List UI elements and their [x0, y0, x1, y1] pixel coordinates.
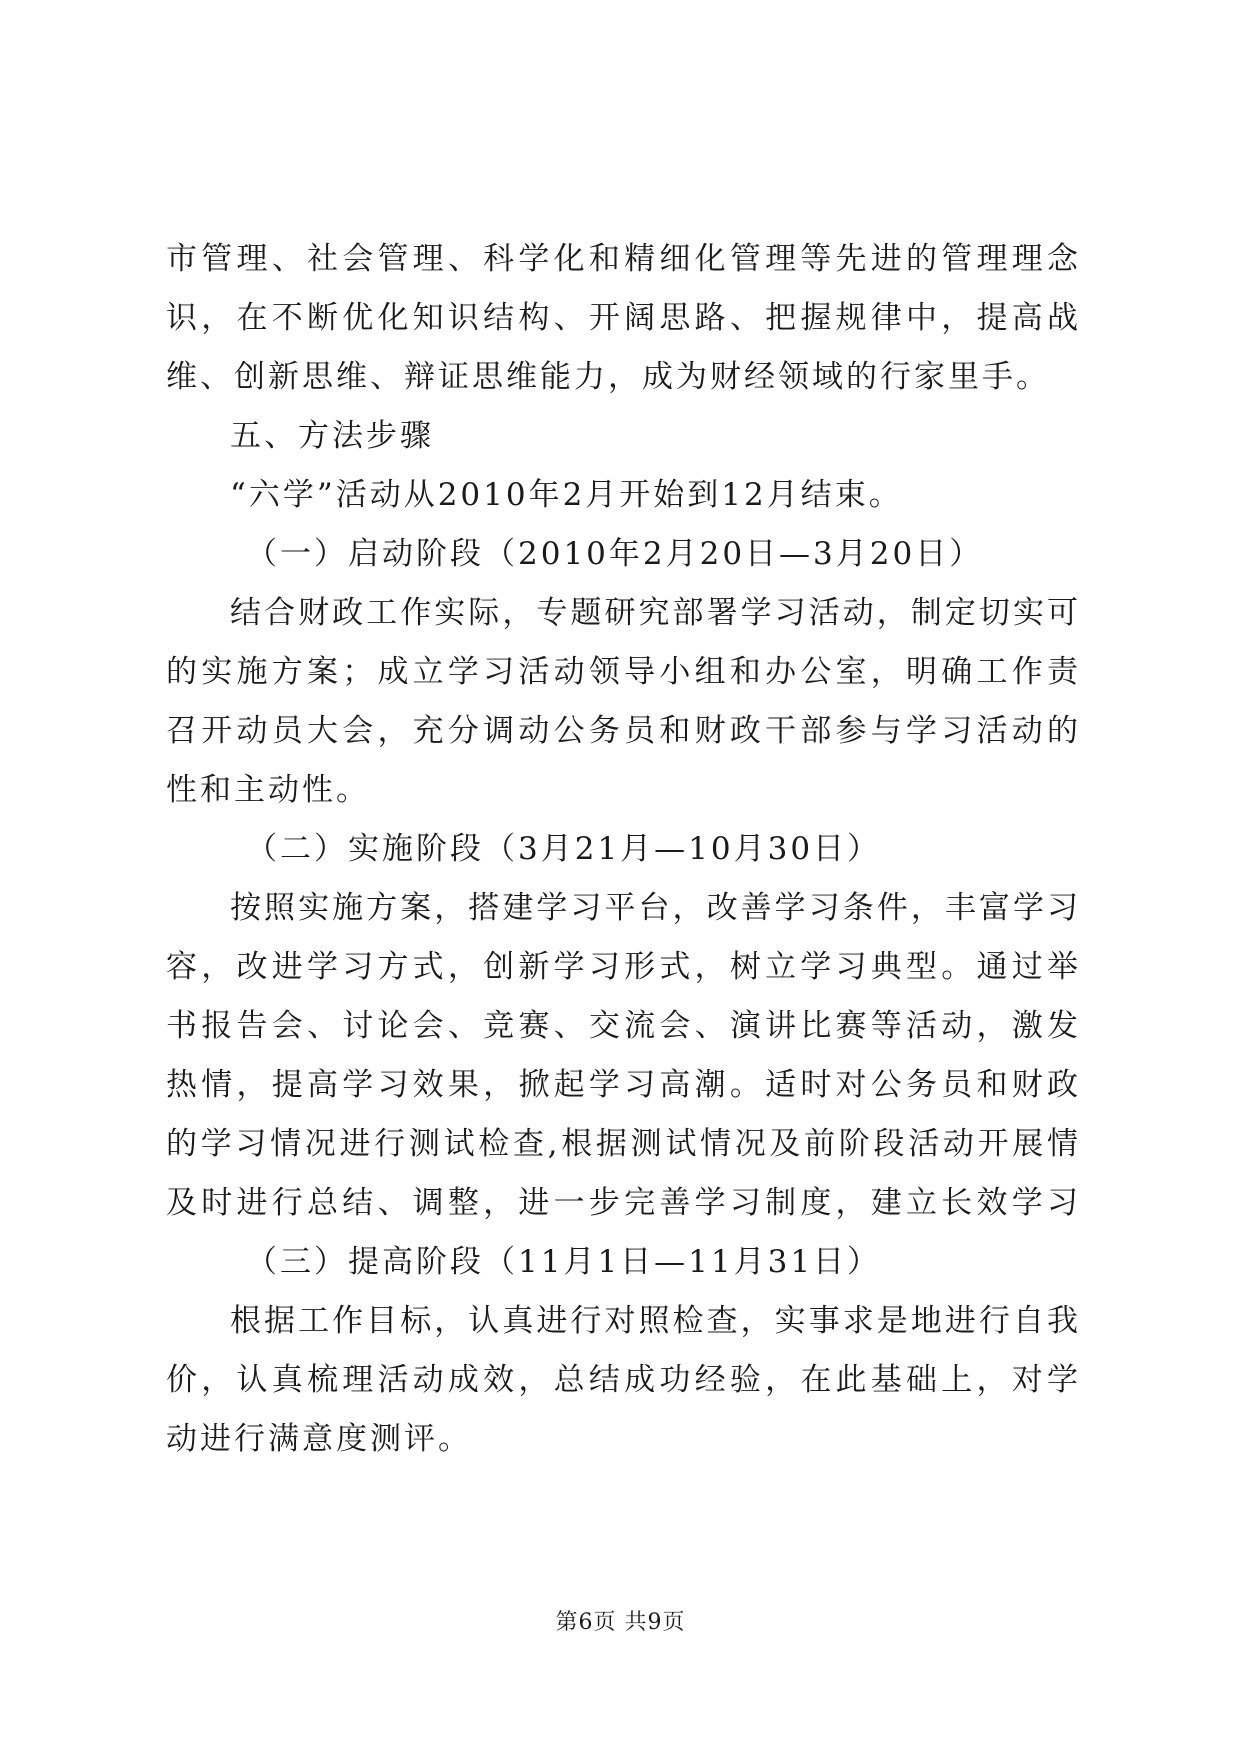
page-number: 第6页 共9页	[555, 1610, 686, 1635]
body-line: 市管理、社会管理、科学化和精细化管理等先进的管理理念	[166, 241, 1081, 277]
body-line: 维、创新思维、辩证思维能力，成为财经领域的行家里手。	[166, 359, 1050, 395]
section-heading: 五、方法步骤	[230, 418, 434, 454]
body-line: 价，认真梳理活动成效，总结成功经验，在此基础上，对学	[166, 1362, 1081, 1398]
body-line: 容，改进学习方式，创新学习形式，树立学习典型。通过举	[166, 949, 1081, 985]
body-line: 的学习情况进行测试检查,根据测试情况及前阶段活动开展情	[166, 1126, 1081, 1162]
body-line: 书报告会、讨论会、竞赛、交流会、演讲比赛等活动，激发	[166, 1008, 1081, 1044]
subsection-heading: （二）实施阶段（3月21月—10月30日）	[246, 831, 882, 867]
body-line: “六学”活动从2010年2月开始到12月结束。	[230, 477, 903, 513]
subsection-heading: （一）启动阶段（2010年2月20日—3月20日）	[246, 536, 984, 572]
body-line: 性和主动性。	[166, 772, 370, 808]
body-line: 识，在不断优化知识结构、开阔思路、把握规律中，提高战	[166, 300, 1081, 336]
body-line: 及时进行总结、调整，进一步完善学习制度，建立长效学习	[166, 1185, 1081, 1221]
subsection-heading: （三）提高阶段（11月1日—11月31日）	[246, 1244, 882, 1280]
body-line: 根据工作目标，认真进行对照检查，实事求是地进行自我	[230, 1303, 1081, 1339]
body-line: 召开动员大会，充分调动公务员和财政干部参与学习活动的	[166, 713, 1081, 749]
body-line: 热情，提高学习效果，掀起学习高潮。适时对公务员和财政	[166, 1067, 1081, 1103]
body-line: 结合财政工作实际，专题研究部署学习活动，制定切实可	[230, 595, 1081, 631]
body-line: 按照实施方案，搭建学习平台，改善学习条件，丰富学习	[230, 890, 1081, 926]
body-line: 动进行满意度测评。	[166, 1421, 472, 1457]
body-line: 的实施方案；成立学习活动领导小组和办公室，明确工作责	[166, 654, 1081, 690]
document-body	[166, 230, 1081, 1469]
